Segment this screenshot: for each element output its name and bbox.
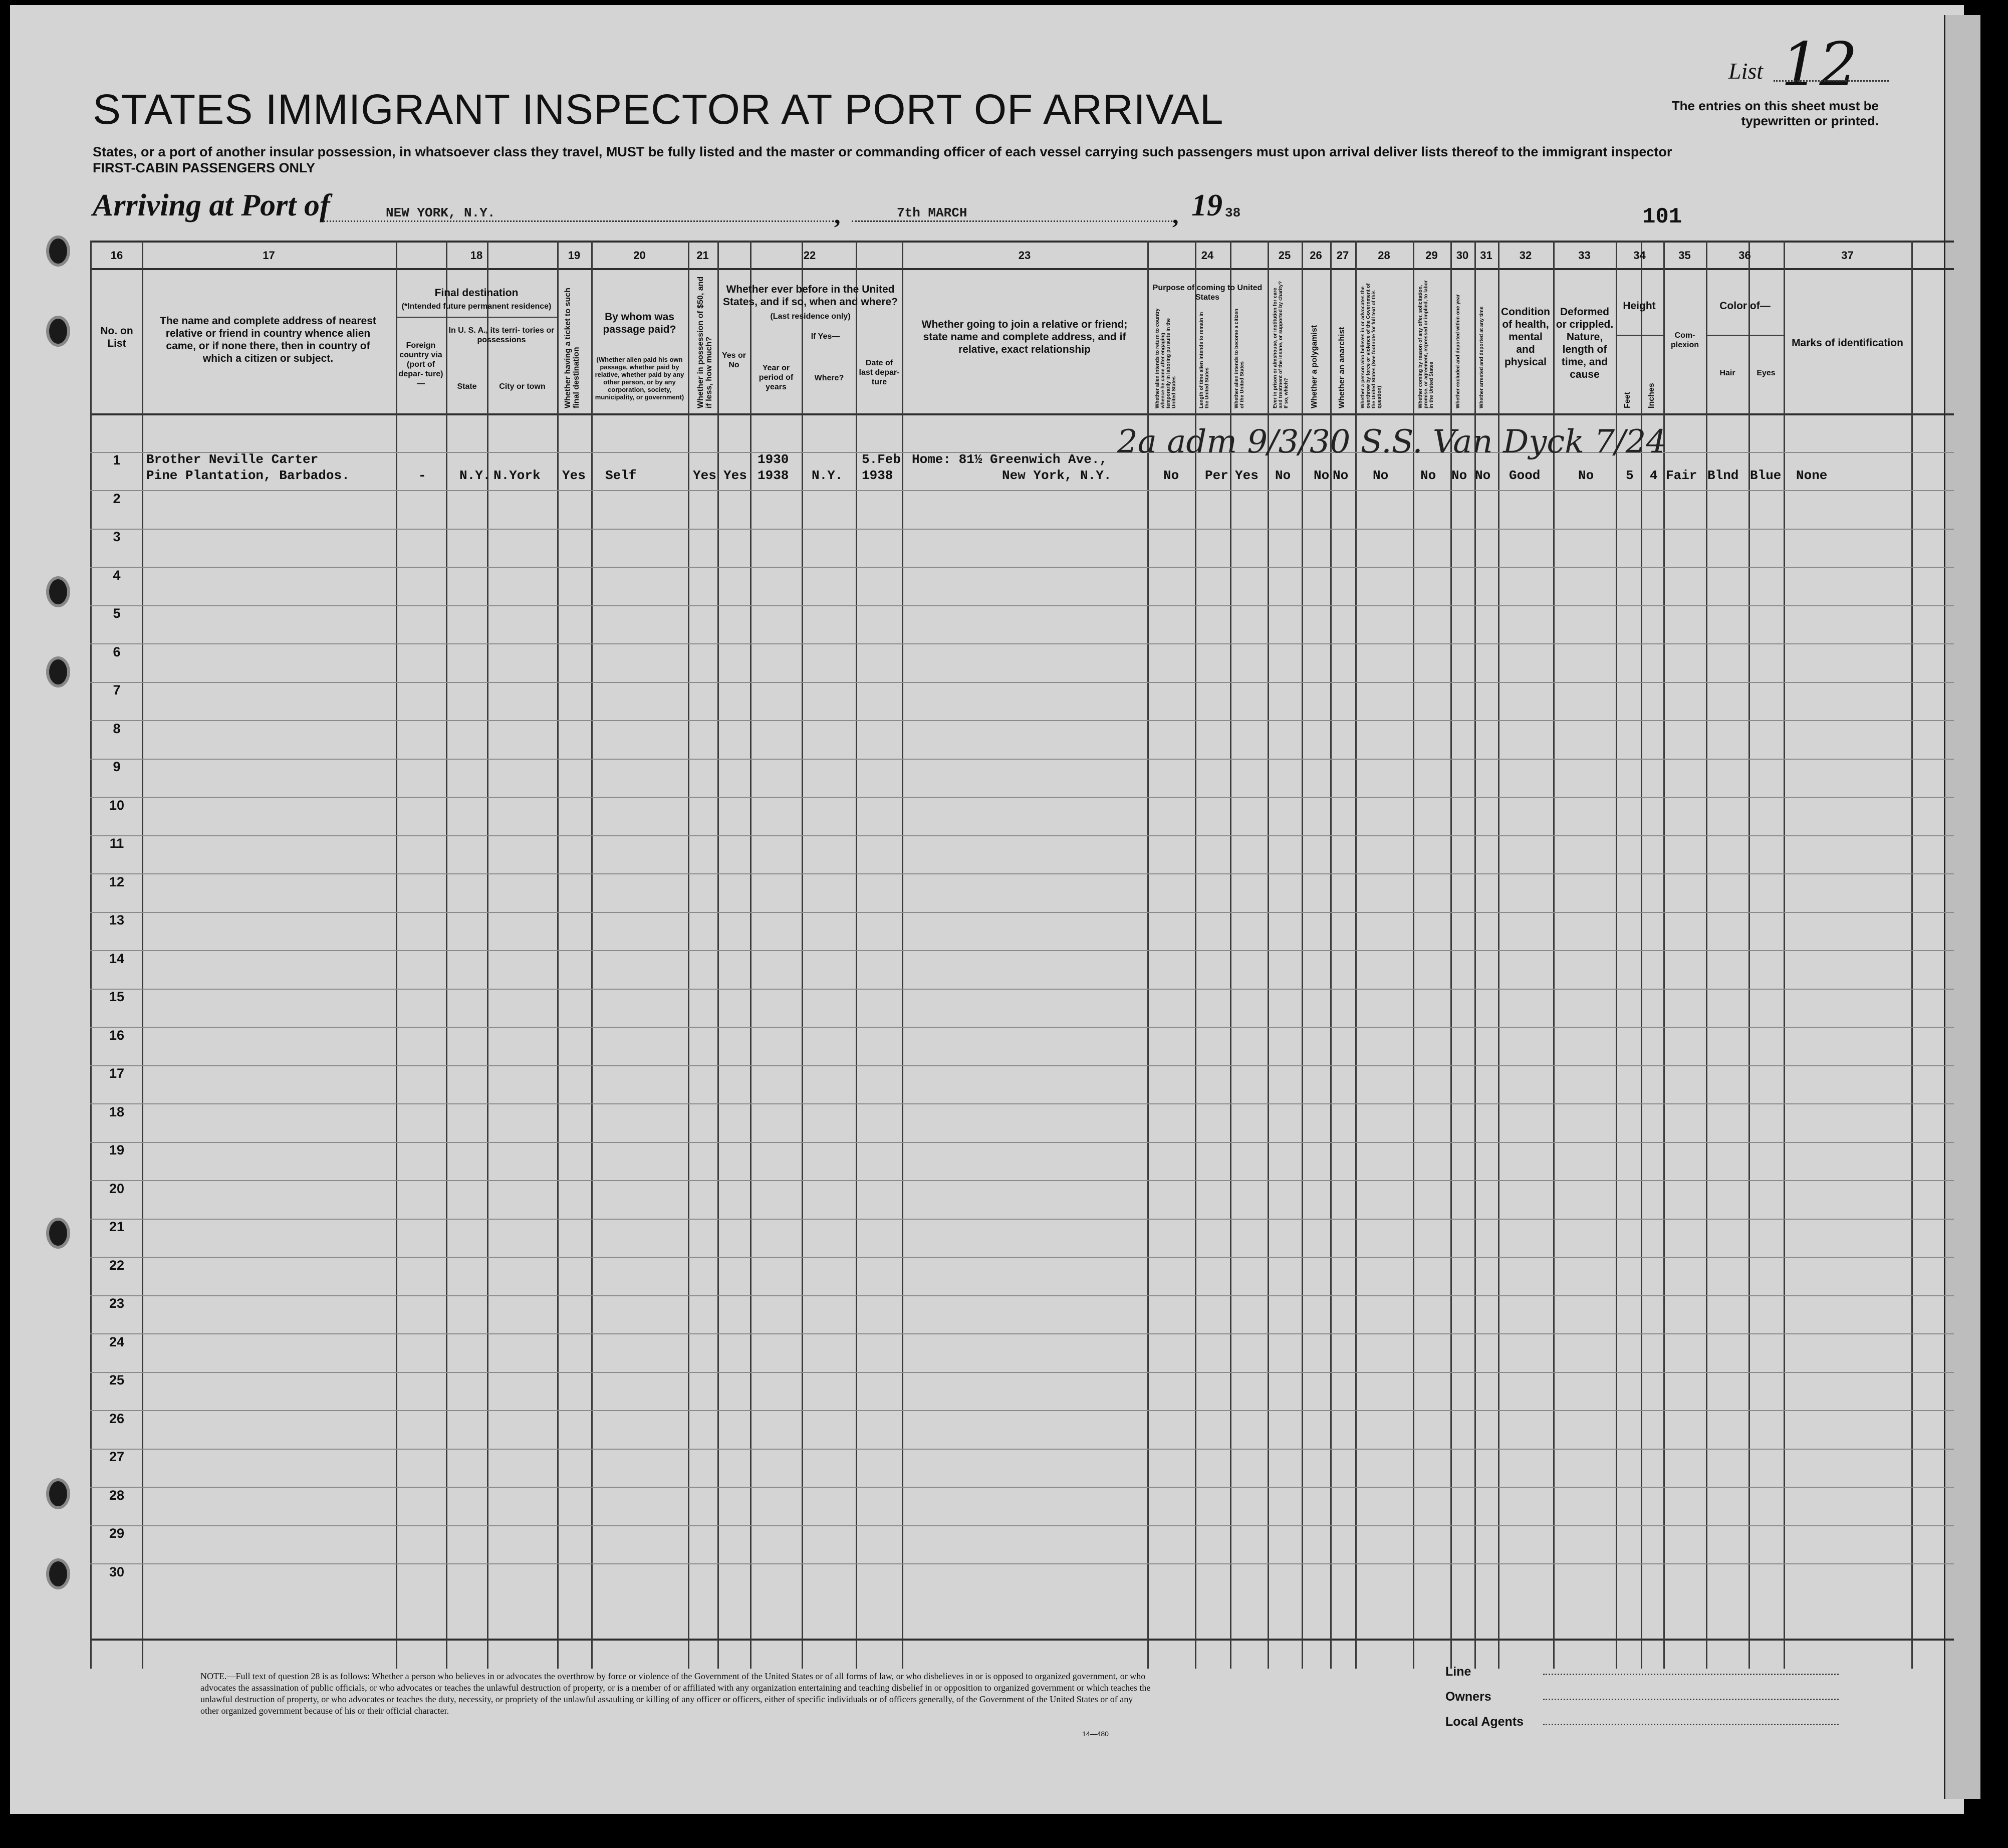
row-divider: [90, 1103, 1954, 1104]
col-number: 18: [470, 249, 483, 262]
header-possession-50: Whether in possession of $50, and if less, how much?: [696, 276, 713, 408]
header-yes-no: Yes or No: [721, 351, 746, 369]
col-number: 30: [1456, 249, 1469, 262]
col-number: 20: [633, 249, 646, 262]
port-value: NEW YORK, N.Y.: [386, 205, 495, 220]
row-divider: [90, 1142, 1954, 1143]
row-divider: [90, 1525, 1954, 1526]
local-agents-label: Local Agents: [1445, 1715, 1524, 1729]
col-number: 32: [1519, 249, 1532, 262]
header-ticket: Whether having a ticket to such final destination: [564, 288, 581, 408]
entry-anarchist: No: [1333, 468, 1349, 483]
row-number: 18: [109, 1104, 125, 1119]
header-q30: Whether excluded and deported within one year: [1455, 294, 1461, 408]
col-number: 37: [1841, 249, 1854, 262]
col-number: 29: [1425, 249, 1438, 262]
header-joining-relative: Whether going to join a relative or friend; state name and complete address, and if relative, exact relationship: [921, 319, 1128, 355]
row-number: 17: [109, 1066, 125, 1081]
entry-prison: No: [1275, 468, 1291, 483]
entry-polygamist: No: [1314, 468, 1330, 483]
row-number: 3: [113, 529, 121, 544]
list-number: 12: [1781, 30, 1858, 100]
row-divider: [90, 529, 1954, 530]
entry-date-line1: 5.Feb: [862, 452, 901, 467]
col-number: 27: [1336, 249, 1349, 262]
col-number: 22: [803, 249, 816, 262]
row-divider: [90, 1065, 1954, 1066]
entry-purpose-c: Yes: [1235, 468, 1259, 483]
row-number: 6: [113, 644, 121, 659]
entry-joining-line1: Home: 81½ Greenwich Ave.,: [912, 452, 1108, 467]
row-divider: [90, 682, 1954, 683]
header-final-destination-note: (*Intended future permanent residence): [401, 302, 552, 311]
header-if-yes: If Yes—: [811, 332, 840, 341]
header-deformed: Deformed or crippled. Nature, length of time, and cause: [1556, 306, 1614, 380]
header-marks: Marks of identification: [1792, 337, 1903, 349]
entry-date-line2: 1938: [862, 468, 893, 483]
header-state: State: [457, 382, 477, 391]
row-number: 2: [113, 491, 121, 506]
header-passage-paid: By whom was passage paid?: [603, 311, 676, 335]
entry-passage: Self: [605, 468, 637, 483]
owners-field: [1543, 1699, 1839, 1700]
header-polygamist: Whether a polygamist: [1310, 325, 1319, 408]
col-number: 36: [1738, 249, 1751, 262]
row-number: 11: [109, 836, 124, 851]
entry-where: N.Y.: [812, 468, 843, 483]
row-number: 12: [109, 874, 125, 889]
col-number: 17: [263, 249, 275, 262]
form-number: 14—480: [1082, 1730, 1109, 1738]
header-complexion: Com- plexion: [1670, 331, 1699, 349]
row-divider: [90, 759, 1954, 760]
row-divider: [90, 720, 1954, 721]
entry-purpose-a: No: [1163, 468, 1179, 483]
header-city: City or town: [499, 382, 546, 391]
entry-state: N.Y.: [459, 468, 491, 483]
row-number: 26: [109, 1411, 125, 1426]
header-prison: Ever in prison or almshouse, or institution for care and treatment of the insane, or supported by charity? If so, which?: [1273, 281, 1289, 408]
col-number: 33: [1578, 249, 1591, 262]
row-divider: [90, 835, 1954, 836]
header-passage-paid-note: (Whether alien paid his own passage, whether paid by relative, whether paid by any other person, or by any corporation, society, municipality, or government): [595, 356, 684, 401]
row-number: 5: [113, 606, 121, 621]
header-height: Height: [1623, 300, 1656, 312]
entry-eyes: Blue: [1750, 468, 1782, 483]
entry-hair: Blnd: [1707, 468, 1739, 483]
row-divider: [90, 1372, 1954, 1373]
header-purpose-b: Length of time alien intends to remain in the United States: [1199, 312, 1210, 408]
row-number: 27: [109, 1449, 125, 1464]
header-anarchist: Whether an anarchist: [1338, 327, 1346, 408]
entry-city: N.York: [493, 468, 541, 483]
year-prefix: 19: [1191, 188, 1222, 222]
row-number: 30: [109, 1564, 125, 1579]
line-label: Line: [1445, 1665, 1471, 1679]
header-purpose: Purpose of coming to United States: [1152, 284, 1263, 302]
row-divider: [90, 1333, 1954, 1334]
entry-q30: No: [1451, 468, 1467, 483]
header-q29: Whether coming by reason of any offer, solicitation, promise, or agreement, expressed or implied, to labor in the United States: [1418, 280, 1434, 408]
row-divider: [90, 1487, 1954, 1488]
entry-ever-before: Yes: [723, 468, 747, 483]
row-divider: [90, 490, 1954, 491]
header-date-last-departure: Date of last depar- ture: [859, 359, 900, 386]
header-inches: Inches: [1647, 383, 1656, 408]
list-label: List: [1728, 58, 1764, 84]
row-number: 20: [109, 1181, 125, 1196]
row-divider: [90, 1219, 1954, 1220]
col-number: 34: [1633, 249, 1646, 262]
row-divider: [90, 989, 1954, 990]
row-number: 8: [113, 721, 121, 736]
header-q31: Whether arrested and deported at any time: [1479, 306, 1484, 408]
entry-joining-line2: New York, N.Y.: [1002, 468, 1112, 483]
row-divider: [90, 605, 1954, 606]
header-year-period: Year or period of years: [759, 364, 794, 391]
col-number: 28: [1378, 249, 1390, 262]
owners-label: Owners: [1445, 1690, 1491, 1704]
entry-deformed: No: [1578, 468, 1594, 483]
entry-complexion: Fair: [1666, 468, 1697, 483]
entry-years-line1: 1930: [758, 452, 789, 467]
class-line: FIRST-CABIN PASSENGERS ONLY: [93, 160, 316, 175]
header-hair: Hair: [1719, 369, 1735, 377]
header-ever-before: Whether ever before in the United States, and if so, when and where?: [723, 284, 898, 308]
header-in-usa: In U. S. A., its terri- tories or possessions: [448, 326, 555, 344]
col-number: 35: [1678, 249, 1691, 262]
entry-feet: 5: [1626, 468, 1634, 483]
row-divider: [90, 1410, 1954, 1411]
form-subtitle: States, or a port of another insular possession, in whatsoever class they travel, MUST be fully listed and the master or commanding officer of each vessel carrying such passengers must upon arrival deliver lists thereof to the immigrant inspector: [93, 144, 1672, 159]
entry-years-line2: 1938: [758, 468, 789, 483]
header-final-destination: Final destination: [434, 287, 519, 299]
header-relative-abroad: The name and complete address of nearest relative or friend in country whence alien came, or if none there, then in country of which a citizen or subject.: [160, 315, 376, 364]
local-agents-field: [1543, 1724, 1839, 1725]
date-value: 7th MARCH: [897, 205, 967, 220]
header-no-on-list: No. on List: [100, 325, 133, 349]
col-number: 19: [568, 249, 581, 262]
row-divider: [90, 1180, 1954, 1181]
entry-condition: Good: [1509, 468, 1541, 483]
arriving-label: Arriving at Port of: [93, 188, 330, 222]
entry-q28: No: [1373, 468, 1389, 483]
row-divider: [90, 1449, 1954, 1450]
entry-q31: No: [1475, 468, 1491, 483]
row-number: 10: [109, 798, 125, 813]
row-number: 7: [113, 682, 121, 698]
row-number: 23: [109, 1296, 125, 1311]
col-number: 24: [1201, 249, 1214, 262]
row-number: 29: [109, 1526, 125, 1541]
row-divider: [90, 873, 1954, 874]
entry-marks: None: [1796, 468, 1828, 483]
header-eyes: Eyes: [1756, 369, 1776, 377]
entry-possession-50: Yes: [693, 468, 716, 483]
col-number: 16: [110, 249, 123, 262]
col-number: 26: [1310, 249, 1322, 262]
row-number: 28: [109, 1488, 125, 1503]
row-number: 9: [113, 759, 121, 774]
col-number: 31: [1480, 249, 1492, 262]
header-feet: Feet: [1623, 392, 1632, 408]
row-divider: [90, 643, 1954, 644]
entry-foreign-via: -: [418, 468, 426, 483]
row-number: 14: [109, 951, 125, 966]
header-color-of: Color of—: [1719, 300, 1771, 312]
entry-purpose-b: Per: [1205, 468, 1228, 483]
row-number: 15: [109, 989, 125, 1004]
comma: ,: [1172, 201, 1179, 229]
entry-q29: No: [1420, 468, 1436, 483]
row-divider: [90, 567, 1954, 568]
row-divider: [90, 797, 1954, 798]
header-where: Where?: [814, 374, 844, 382]
row-divider: [90, 1257, 1954, 1258]
handwritten-annotation: 2a adm 9/3/30 S.S. Van Dyck 7/24: [1117, 423, 1667, 460]
line-field: [1543, 1674, 1839, 1675]
header-q28: Whether a person who believes in or advocates the overthrow by force or violence of the Government of the United States (See footnote for full text of this question): [1360, 283, 1382, 408]
page-number: 101: [1642, 204, 1682, 229]
col-number: 21: [696, 249, 709, 262]
row-divider: [90, 1295, 1954, 1296]
row-number: 16: [109, 1028, 125, 1043]
header-purpose-c: Whether alien intends to become a citizen of the United States: [1234, 309, 1245, 408]
row-number: 1: [113, 452, 121, 468]
entry-inches: 4: [1650, 468, 1658, 483]
row-divider: [90, 912, 1954, 913]
row-number: 19: [109, 1142, 125, 1158]
row-number: 22: [109, 1258, 125, 1273]
entry-relative-line2: Pine Plantation, Barbados.: [146, 468, 350, 483]
entries-note: The entries on this sheet must be typewritten or printed.: [1671, 98, 1879, 128]
header-foreign-country: Foreign country via (port of depar- ture)—: [398, 341, 443, 388]
row-number: 4: [113, 568, 121, 583]
col-number: 23: [1018, 249, 1031, 262]
row-divider: [90, 950, 1954, 951]
form-title: STATES IMMIGRANT INSPECTOR AT PORT OF ARRIVAL: [93, 86, 1224, 133]
comma: ,: [834, 201, 841, 229]
header-condition: Condition of health, mental and physical: [1501, 306, 1550, 368]
header-ever-before-note: (Last residence only): [770, 312, 851, 321]
year-suffix: 38: [1225, 205, 1241, 220]
row-divider: [90, 1027, 1954, 1028]
row-number: 24: [109, 1334, 125, 1349]
col-number: 25: [1278, 249, 1291, 262]
entry-ticket: Yes: [562, 468, 586, 483]
row-number: 25: [109, 1372, 125, 1388]
header-purpose-a: Whether alien intends to return to country whence he came after engaging temporarily in laboring pursuits in the United States: [1155, 308, 1177, 408]
footnote-q28: NOTE.—Full text of question 28 is as follows: Whether a person who believes in or advocates the overthrow by force or violence of the Government of the United States or of all forms of law, or who disbelieves in or is opposed to organized government, or who advocates the assassination of public officials, or who advocates or teaches the unlawful destruction of property, or is a member of or affiliated with any organization entertaining and teaching disbelief in or opposition to organized government or which teaches the unlawful destruction of property, or who advocates or teaches the duty, necessity, or propriety of the unlawful assaulting or killing of any officer or officers, either of specific individuals or of officers generally, of the Government of the United States or of any other organized government because of his or their official character.: [200, 1671, 1151, 1716]
row-divider: [90, 1563, 1954, 1564]
entry-relative-line1: Brother Neville Carter: [146, 452, 319, 467]
row-number: 13: [109, 912, 125, 928]
row-number: 21: [109, 1219, 125, 1234]
